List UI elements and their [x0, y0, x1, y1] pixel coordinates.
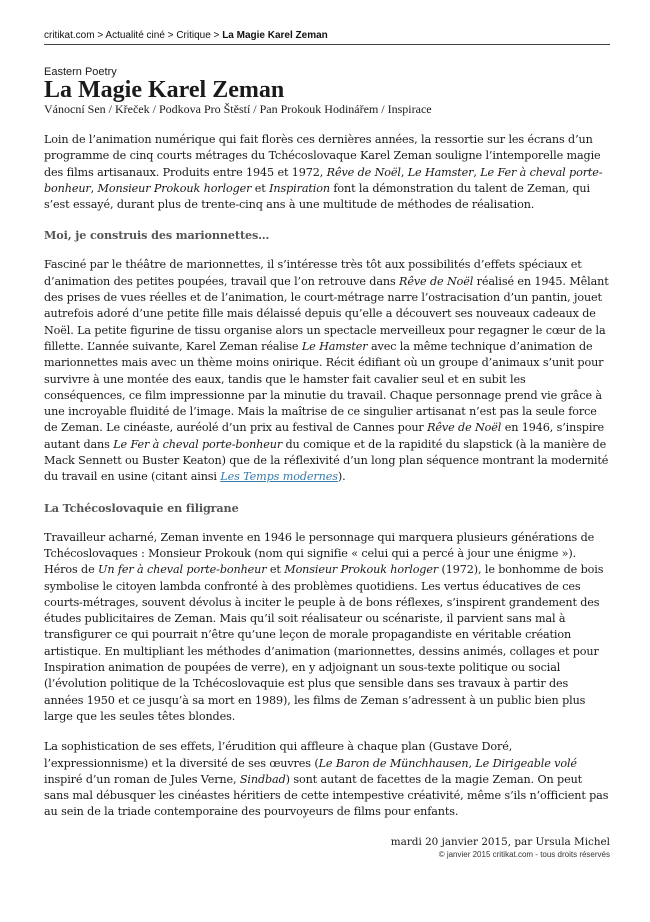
text-run: et: [251, 181, 270, 195]
breadcrumb: [44, 30, 610, 45]
copyright-notice: © janvier 2015 critikat.com - tous droits réservés: [438, 850, 610, 859]
breadcrumb-separator: >: [164, 30, 177, 41]
section-paragraph: [44, 739, 610, 820]
text-run: Loin de l’animation numérique qui fait florès ces dernières années, la ressortie sur les écrans d’un programme de cinq courts métrages du Tchécoslovaque Karel Zeman souligne l’intemporelle magie des films artisanaux. Produits entre 1945 et 1972,: [44, 133, 601, 179]
article-subtitle: Vánocní Sen / Křeček / Podkova Pro Štěstí / Pan Prokouk Hodinářem / Inspirace: [44, 102, 432, 116]
film-title: Le Dirigeable volé: [475, 756, 577, 770]
film-title: Le Hamster: [407, 165, 474, 179]
breadcrumb-section-link[interactable]: Actualité ciné: [105, 30, 165, 41]
section-paragraph: [44, 257, 610, 485]
intro-paragraph: [44, 132, 610, 213]
text-run: Fasciné par le théâtre de marionnettes, il s’intéresse très tôt aux possibilités d’effets spéciaux et d’animation des petites poupées, travail que l’on retrouve dans: [44, 258, 582, 288]
text-run: ,: [90, 181, 98, 195]
text-run: Travailleur acharné, Zeman invente en 1946 le personnage qui marquera plusieurs générations de Tchécoslovaques : Monsieur Prokouk (nom qui signifie « celui qui a percé à jour une énigme »). Héros de: [44, 530, 595, 577]
section-paragraph: [44, 530, 610, 726]
text-run: ,: [473, 165, 481, 179]
breadcrumb-separator: >: [94, 30, 106, 41]
text-run: du comique et de la rapidité du slapstick (à la manière de Mack Sennett ou Buster Keaton) que de la réflexivité d’un long plan séquence montrant la modernité du travail en usine (citant ainsi: [44, 437, 609, 484]
text-run: ,: [468, 756, 476, 770]
text-run: et: [266, 563, 285, 577]
film-title: Inspiration: [269, 181, 330, 195]
section-heading: Moi, je construis des marionnettes…: [44, 228, 270, 243]
text-run: La sophistication de ses effets, l’érudition qui affleure à chaque plan (Gustave Doré, l’expressionnisme) et la diversité de ses œuvres (: [44, 740, 513, 770]
film-title: Sindbad: [239, 772, 286, 786]
film-title: Rêve de Noël: [399, 274, 474, 288]
text-run: font la démonstration du talent de Zeman, qui s’est essayé, durant plus de trente-cinq ans à une multitude de méthodes de réalisation.: [44, 181, 590, 212]
film-link-les-temps-modernes[interactable]: Les Temps modernes: [220, 470, 338, 484]
text-run: ,: [400, 165, 408, 179]
film-title: Monsieur Prokouk horloger: [284, 563, 439, 577]
text-run: en 1946, s’inspire autant dans: [44, 421, 605, 451]
article-title: La Magie Karel Zeman: [44, 77, 285, 103]
breadcrumb-separator: >: [210, 30, 223, 41]
breadcrumb-site-link[interactable]: critikat.com: [44, 30, 95, 41]
text-run: (1972), le bonhomme de bois symbolise le citoyen lambda confronté à des problèmes quotidiens. Les vertus éducatives de ces courts-métrages, souvent dévolus à inciter le peuple à de bons réflexes, s’inspirent grandement des études publicitaires de Zeman. Mais qu’il soit réalisateur ou scénariste, il parvient sans mal à transfigurer ce qui pourrait n’être qu’une leçon de morale propagandiste en véritable création artistique. En multipliant les méthodes d’animation (marionnettes, dessins animés, collages et pour Inspiration animation de poupées de verre), en y adjoignant un sous-texte politique ou social (l’évolution politique de la Tchécoslovaquie est plus que sensible dans ses travaux à partir des années 1950 et ce jusqu’à sa mort en 1989), les films de Zeman s’adressent à un public bien plus large que les seules têtes blondes.: [44, 563, 604, 723]
film-title: Un fer à cheval porte-bonheur: [98, 563, 267, 577]
film-title: Monsieur Prokouk horloger: [97, 181, 252, 195]
film-title: Le Fer à cheval porte-bonheur: [44, 165, 603, 195]
text-run: ) sont autant de facettes de la magie Zeman. On peut sans mal débusquer les cinéastes héritiers de cette intempestive créativité, même s’ils n’officient pas au sein de la triade contemporaine des pourvoyeurs de films pour enfants.: [44, 772, 609, 819]
breadcrumb-current: La Magie Karel Zeman: [222, 30, 328, 41]
text-run: inspiré d’un roman de Jules Verne,: [44, 772, 240, 786]
film-title: Le Fer à cheval porte-bonheur: [113, 437, 283, 451]
film-title: Rêve de Noël: [427, 421, 502, 435]
film-title: Le Baron de Münchhausen: [318, 756, 469, 770]
breadcrumb-category-link[interactable]: Critique: [176, 30, 211, 41]
text-run: avec la même technique d’animation de marionnettes mais avec un thème moins onirique. Récit édifiant où un groupe d’animaux s’unit pour survivre à une montée des eaux, tandis que le hamster fait cavalier seul et en subit les conséquences, ce film impressionne par la minutie du travail. Chaque personnage prend vie grâce à une incroyable fluidité de l’image. Mais la maîtrise de ce singulier artisanat n’est pas la seule force de Zeman. Le cinéaste, auréolé d’un prix au festival de Cannes pour: [44, 339, 604, 435]
article-signature: mardi 20 janvier 2015, par Ursula Michel: [390, 836, 610, 848]
section-heading: La Tchécoslovaquie en filigrane: [44, 500, 239, 515]
text-run: réalisé en 1945. Mêlant des prises de vues réelles et de l’animation, le court-métrage narre l’ostracisation d’un pantin, jouet autrefois adoré d’une petite fille mais délaissé depuis qu’elle a découvert ses nouveaux cadeaux de Noël. La petite figurine de tissu organise alors un spectacle merveilleux pour regagner le cœur de la fillette. L’année suivante, Karel Zeman réalise: [44, 274, 609, 353]
text-run: ).: [337, 470, 346, 484]
article-kicker: Eastern Poetry: [44, 66, 117, 78]
film-title: Le Hamster: [301, 339, 368, 353]
article-body: [44, 132, 610, 821]
film-title: Rêve de Noël: [326, 165, 401, 179]
